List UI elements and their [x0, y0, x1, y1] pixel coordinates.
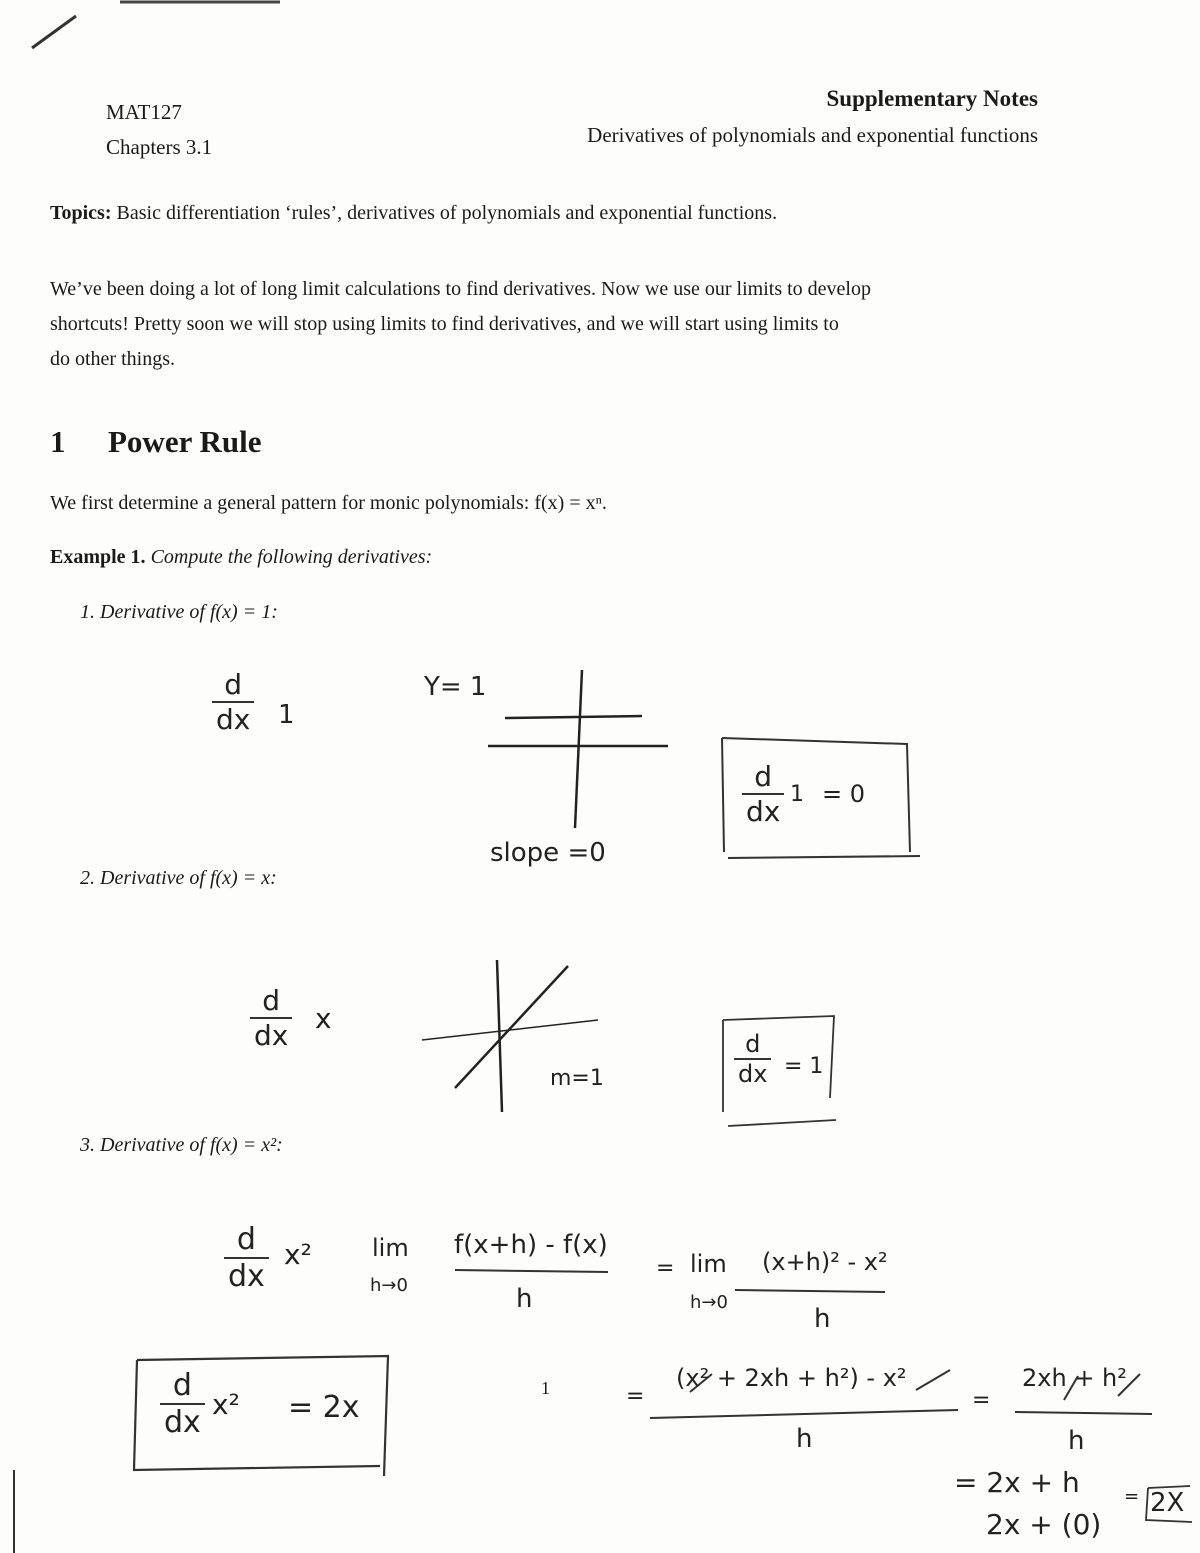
topics-label: Topics: — [50, 202, 112, 224]
hw1-box-d: d — [754, 760, 773, 793]
hw3-cancel-num: 2xh + h² — [1022, 1364, 1127, 1392]
hw1-y-eq-1: Y= 1 — [424, 672, 487, 702]
hw2-box-d-dx — [734, 1030, 771, 1088]
hw2-d: d — [262, 984, 281, 1017]
hw3-lim: lim — [372, 1234, 409, 1262]
hw2-dx: dx — [254, 1019, 289, 1052]
example-label: Example 1. — [50, 546, 146, 568]
hw3-final-line-2: 2x + (0) — [986, 1508, 1102, 1541]
hw3-h-to-0-2: h→0 — [690, 1292, 728, 1313]
example-text: Compute the following derivatives: — [150, 546, 433, 568]
hw3-sq-num: (x+h)² - x² — [762, 1248, 888, 1276]
hw3-sq-den: h — [814, 1304, 831, 1334]
topics-line — [50, 202, 777, 225]
graph1-y-axis — [575, 670, 582, 828]
intro-line-2: shortcuts! Pretty soon we will stop using limits to find derivatives, and we will start using limits to — [50, 313, 839, 335]
example-heading — [50, 546, 432, 569]
notes-subtitle: Derivatives of polynomials and exponential functions — [587, 123, 1038, 147]
chapter-label: Chapters 3.1 — [106, 135, 213, 159]
hw2-box-result: = 1 — [784, 1054, 824, 1079]
hw1-slope-zero: slope =0 — [490, 838, 606, 868]
course-code: MAT127 — [106, 100, 182, 124]
cancel-stroke-x2b — [916, 1370, 950, 1390]
frac-bar-diffquot — [455, 1270, 608, 1272]
hw1-dx: dx — [216, 703, 251, 736]
hw3-diffquot-num: f(x+h) - f(x) — [454, 1230, 608, 1260]
hw2-m-eq-1: m=1 — [550, 1066, 604, 1091]
topics-text: Basic differentiation ‘rules’, derivatives of polynomials and exponential functions. — [116, 202, 778, 224]
graph1-line-y1 — [505, 716, 642, 718]
hw3-eq-2: = — [626, 1384, 645, 1409]
hw3-box-result: = 2x — [288, 1390, 360, 1425]
hw3-box-x2: x² — [212, 1388, 240, 1421]
intro-line-1: We’ve been doing a lot of long limit calculations to find derivatives. Now we use our limits to develop — [50, 278, 871, 300]
hw3-expand-den: h — [796, 1424, 813, 1454]
hw3-x2: x² — [284, 1238, 312, 1271]
section-lead: We first determine a general pattern for monic polynomials: f(x) = xⁿ. — [50, 492, 607, 514]
hw3-box-d-dx — [160, 1368, 205, 1440]
graph2-y-axis — [497, 960, 502, 1112]
notes-title: Supplementary Notes — [826, 86, 1038, 111]
hw3-dx: dx — [228, 1259, 265, 1294]
section-number: 1 — [50, 424, 66, 459]
hw3-diffquot-den: h — [516, 1284, 533, 1314]
example-item-1: 1. Derivative of f(x) = 1: — [80, 601, 278, 623]
hw1-box-dx: dx — [746, 795, 781, 828]
hw3-final-eq: = — [1124, 1486, 1140, 1507]
check-mark-stroke — [32, 16, 76, 48]
intro-line-3: do other things. — [50, 348, 175, 370]
frac-bar-cancel — [1015, 1412, 1152, 1414]
page-number: 1 — [541, 1378, 550, 1398]
hw1-box-one: 1 — [790, 782, 804, 807]
frac-bar-sq — [735, 1290, 885, 1292]
frac-bar-expand — [650, 1410, 958, 1418]
hw2-x: x — [315, 1002, 332, 1035]
hw1-d: d — [224, 668, 243, 701]
hw3-eq-3: = — [972, 1388, 991, 1413]
hw3-box-dx: dx — [164, 1405, 201, 1440]
hw3-cancel-den: h — [1068, 1426, 1085, 1456]
hw1-box-d-dx — [742, 760, 784, 828]
example-item-3: 3. Derivative of f(x) = x²: — [80, 1134, 283, 1156]
hw2-box-dx: dx — [738, 1060, 768, 1088]
hw3-d: d — [236, 1222, 256, 1257]
hw2-box-d: d — [745, 1030, 761, 1058]
section-title: Power Rule — [108, 424, 262, 459]
hw3-eq-1: = — [656, 1256, 675, 1281]
hw3-lim-2: lim — [690, 1250, 727, 1278]
hw3-box-d: d — [172, 1368, 192, 1403]
hw1-one: 1 — [278, 700, 295, 730]
hw3-final-line-1: = 2x + h — [954, 1466, 1080, 1499]
hw3-final-result: 2X — [1150, 1488, 1185, 1518]
hw1-box-result: = 0 — [822, 780, 866, 808]
hw2-d-dx — [250, 984, 292, 1052]
hw3-h-to-0: h→0 — [370, 1275, 408, 1296]
hw3-expand-num: (x² + 2xh + h²) - x² — [676, 1364, 907, 1392]
hw3-d-dx — [224, 1222, 269, 1294]
example-item-2: 2. Derivative of f(x) = x: — [80, 867, 277, 889]
hw1-d-dx — [212, 668, 254, 736]
